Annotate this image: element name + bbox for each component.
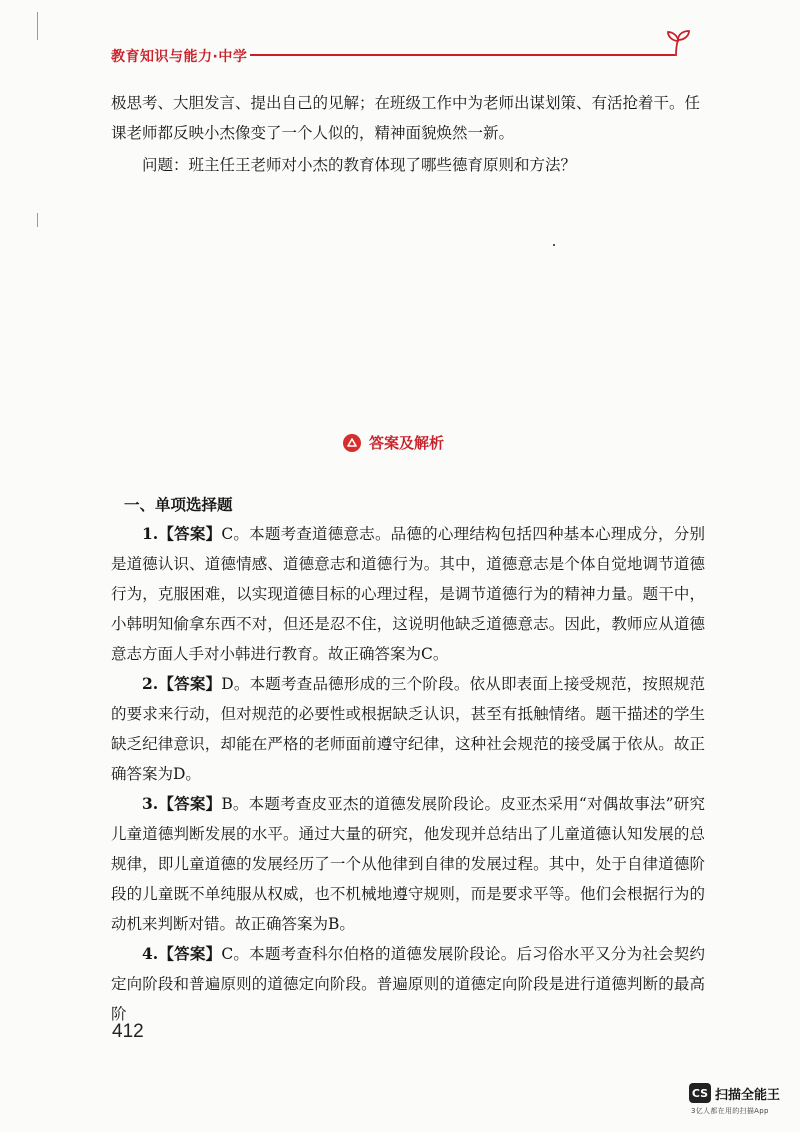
answer-3-label: 3.【答案】	[142, 794, 222, 813]
answer-2-label: 2.【答案】	[142, 674, 222, 693]
answer-1	[111, 519, 705, 669]
margin-tick-mid	[37, 213, 38, 227]
sprout-icon	[664, 28, 692, 58]
scanner-watermark	[689, 1083, 780, 1116]
answer-1-text: C。本题考查道德意志。品德的心理结构包括四种基本心理成分，分别是道德认识、道德情感、道德意志和道德行为。其中，道德意志是个体自觉地调节道德行为，克服困难，以实现道德目标的心理过程，是调节道德行为的精神力量。题干中，小韩明知偷拿东西不对，但还是忍不住，这说明他缺乏道德意志。因此，教师应从道德意志方面人手对小韩进行教育。故正确答案为C。	[111, 525, 705, 663]
answer-3	[111, 789, 705, 939]
answer-4	[111, 939, 705, 1029]
header-rule	[250, 54, 675, 56]
question-line-1: 极思考、大胆发言、提出自己的见解；在班级工作中为老师出谋划策、有活抢着干。任	[111, 94, 701, 112]
answer-3-text: B。本题考查皮亚杰的道德发展阶段论。皮亚杰采用“对偶故事法”研究儿童道德判断发展的水平。通过大量的研究，他发现并总结出了儿童道德认知发展的总规律，即儿童道德的发展经历了一个从他律到自律的发展过程。其中，处于自律道德阶段的儿童既不单纯服从权威，也不机械地遵守规则，而是要求平等。他们会根据行为的动机来判断对错。故正确答案为B。	[111, 795, 705, 933]
page-number: 412	[112, 1021, 144, 1042]
answer-4-text: C。本题考查科尔伯格的道德发展阶段论。后习俗水平又分为社会契约定向阶段和普遍原则的道德定向阶段。普遍原则的道德定向阶段是进行道德判断的最高阶	[111, 945, 705, 1023]
answer-2	[111, 669, 705, 789]
answer-section-title-text: 答案及解析	[369, 434, 445, 452]
watermark-name: 扫描全能王	[715, 1087, 781, 1103]
answer-4-label: 4.【答案】	[142, 944, 222, 963]
camscanner-logo-icon: CS	[689, 1083, 711, 1103]
answer-1-label: 1.【答案】	[142, 524, 222, 543]
triangle-badge-icon	[343, 434, 361, 452]
watermark-tagline: 3亿人都在用的扫描App	[691, 1107, 769, 1115]
subsection-heading: 一、单项选择题	[124, 495, 233, 514]
question-line-2: 课老师都反映小杰像变了一个人似的，精神面貌焕然一新。	[111, 124, 515, 142]
margin-tick-top	[37, 12, 38, 40]
header-title: 教育知识与能力·中学	[111, 49, 248, 65]
answer-2-text: D。本题考查品德形成的三个阶段。依从即表面上接受规范，按照规范的要求来行动，但对规范的必要性或根据缺乏认识，甚至有抵触情绪。题干描述的学生缺乏纪律意识，却能在严格的老师面前遵守纪律，这种社会规范的接受属于依从。故正确答案为D。	[111, 675, 706, 783]
answer-section-title	[343, 432, 444, 453]
scan-speck	[553, 244, 555, 246]
question-line-3: 问题：班主任王老师对小杰的教育体现了哪些德育原则和方法？	[142, 156, 577, 174]
